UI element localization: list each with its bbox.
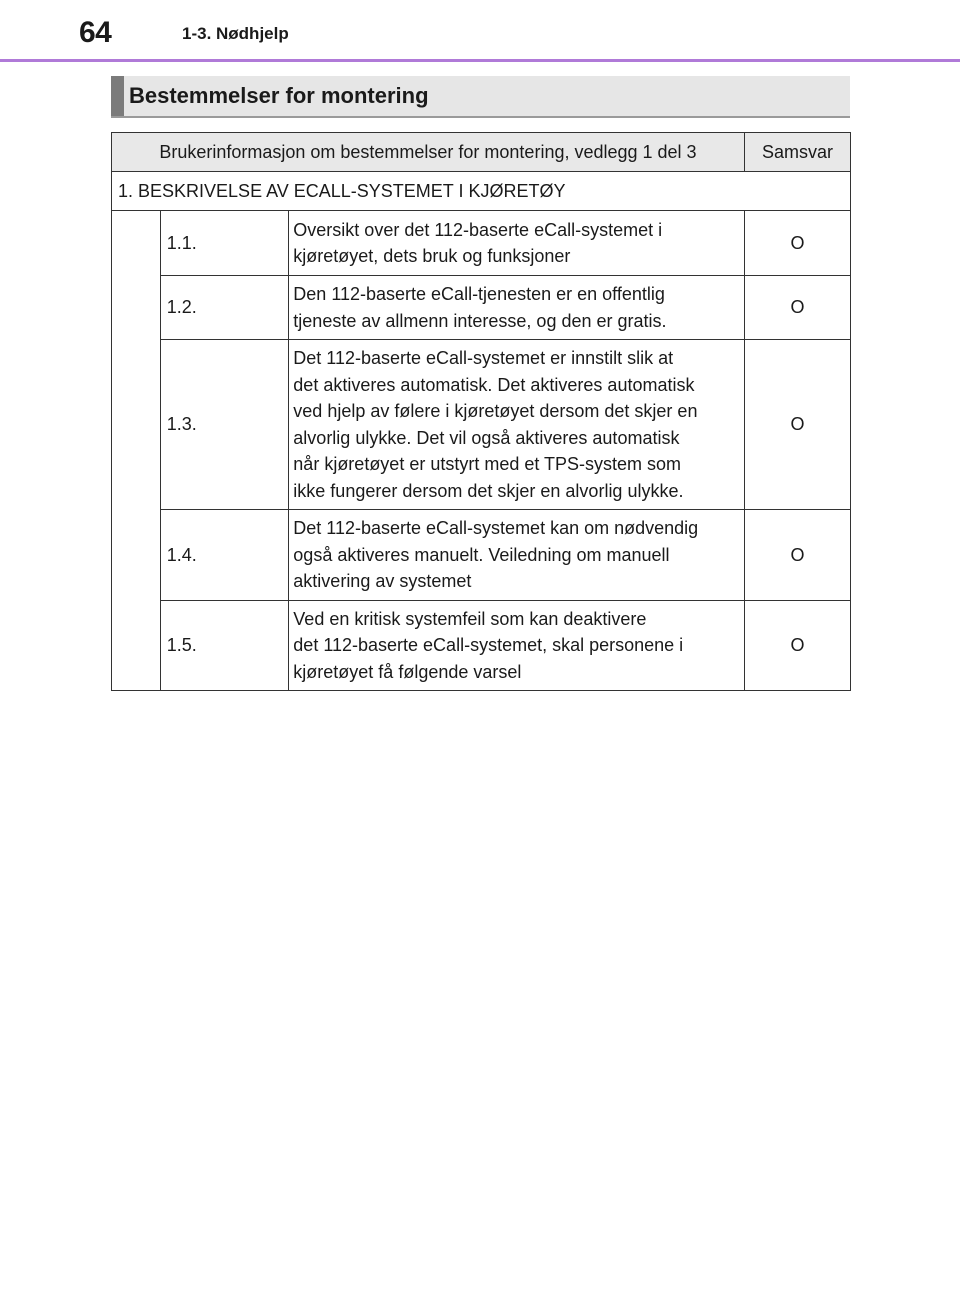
item-number: 1.5. [160, 601, 289, 691]
item-description [289, 211, 745, 276]
description-line: når kjøretøyet er utstyrt med et TPS-system som [293, 454, 682, 474]
description-line: Det 112-baserte eCall-systemet kan om nødvendig [293, 518, 699, 539]
item-description [289, 340, 745, 510]
description-line: kjøretøyet få følgende varsel [293, 661, 522, 682]
description-line: det 112-baserte eCall-systemet, skal personene i [293, 635, 684, 656]
regulation-table [111, 132, 851, 691]
description-line: ikke fungerer dersom det skjer en alvorlig ulykke. [293, 480, 684, 501]
section-title-row [112, 172, 851, 211]
description-line: tjeneste av allmenn interesse, og den er gratis. [293, 310, 667, 331]
section-heading: 1-3. Nødhjelp [182, 24, 289, 43]
item-compliance: O [744, 211, 850, 276]
item-number: 1.2. [160, 276, 289, 340]
header-info-cell: Brukerinformasjon om bestemmelser for montering, vedlegg 1 del 3 [112, 133, 745, 172]
title-bar [111, 76, 850, 118]
item-number: 1.4. [160, 510, 289, 601]
description-line: Den 112-baserte eCall-tjenesten er en offentlig [293, 284, 665, 304]
table-header-row [112, 133, 851, 172]
item-description [289, 510, 745, 601]
header-compliance-cell: Samsvar [744, 133, 850, 172]
table-row [112, 276, 851, 340]
description-line: det aktiveres automatisk. Det aktiveres automatisk [293, 374, 695, 395]
description-line: kjøretøyet, dets bruk og funksjoner [293, 246, 571, 266]
title-accent-bar [111, 76, 124, 116]
header-divider [0, 59, 960, 62]
table-row [112, 601, 851, 691]
item-compliance: O [744, 340, 850, 510]
description-line: alvorlig ulykke. Det vil også aktiveres automatisk [293, 427, 680, 448]
description-line: ved hjelp av følere i kjøretøyet dersom det skjer en [293, 401, 698, 421]
table-row [112, 340, 851, 510]
page-title: Bestemmelser for montering [129, 83, 429, 108]
description-line: Det 112-baserte eCall-systemet er innstilt slik at [293, 348, 674, 368]
item-description [289, 276, 745, 340]
item-number: 1.3. [160, 340, 289, 510]
table-row [112, 510, 851, 601]
item-number: 1.1. [160, 211, 289, 276]
table-row [112, 211, 851, 276]
item-compliance: O [744, 510, 850, 601]
description-line: Oversikt over det 112-baserte eCall-systemet i [293, 219, 663, 240]
item-description [289, 601, 745, 691]
description-line: Ved en kritisk systemfeil som kan deaktivere [293, 608, 647, 629]
page-number: 64 [79, 16, 112, 49]
description-line: også aktiveres manuelt. Veiledning om manuell [293, 544, 670, 565]
description-line: aktivering av systemet [293, 571, 472, 592]
section-title-cell: 1. BESKRIVELSE AV ECALL-SYSTEMET I KJØRETØY [112, 172, 851, 211]
item-compliance: O [744, 276, 850, 340]
item-compliance: O [744, 601, 850, 691]
indent-cell [112, 211, 161, 691]
